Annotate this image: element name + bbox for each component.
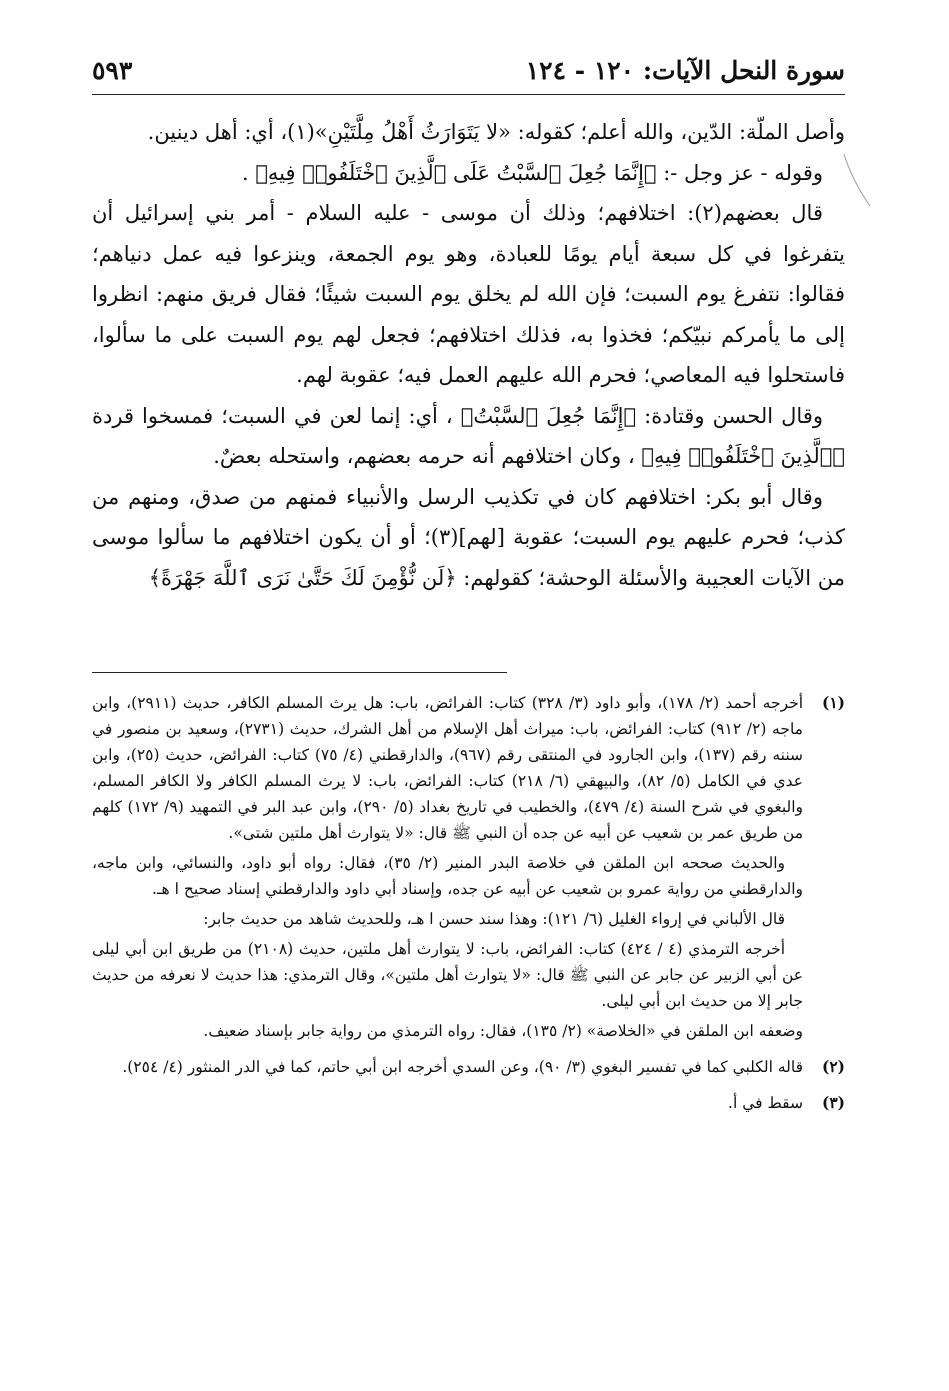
main-text [92,112,845,598]
footnote-paragraph: والحديث صححه ابن الملقن في خلاصة البدر المنير (٢/ ٣٥)، فقال: رواه أبو داود، والنسائي، وابن ماجه، والدارقطني من رواية عمرو بن شعيب عن أبيه عن جده، وإسناد أبي داود والدارقطني إسناد صحيح ا هـ. [92,854,803,898]
paragraph: وأصل الملّة: الدّين، والله أعلم؛ كقوله: «لا يَتَوَارَثُ أَهْلُ مِلَّتَيْنِ»(١)، أي: أهل دينين. [147,120,845,144]
footnote-body [92,1054,803,1084]
page-header [92,50,845,95]
footnote-paragraph: قاله الكلبي كما في تفسير البغوي (٣/ ٩٠)، وعن السدي أخرجه ابن أبي حاتم، كما في الدر المنثور (٤/ ٢٥٤). [122,1058,803,1076]
footnote-3 [92,1090,845,1120]
paragraph: وقال أبو بكر: اختلافهم كان في تكذيب الرسل والأنبياء فمنهم من صدق، ومنهم من كذب؛ فحرم عليهم يوم السبت؛ عقوبة [لهم](٣)؛ أو أن يكون اختلافهم ما سألوا موسى من الآيات العجيبة والأسئلة الوحشة؛ كقولهم: ﴿لَن نُّؤْمِنَ لَكَ حَتَّىٰ نَرَى ٱللَّهَ جَهْرَةً﴾ [92,484,845,590]
footnote-body [92,1090,803,1120]
paragraph: وقوله - عز وجل -: ﴿إِنَّمَا جُعِلَ ٱلسَّبْتُ عَلَى ٱلَّذِينَ ٱخْتَلَفُوا۟ فِيهِ﴾ . [241,160,823,185]
footnote-paragraph: أخرجه أحمد (٢/ ١٧٨)، وأبو داود (٣/ ٣٢٨) كتاب: الفرائض، باب: هل يرث المسلم الكافر، حديث (٢٩١١)، وابن ماجه (٢/ ٩١٢) كتاب: الفرائض، باب: ميراث أهل الإسلام من أهل الشرك، حديث (٢٧٣١)، وسعيد بن منصور في سننه رقم (١٣٧)، وابن الجارود في المنتقى رقم (٩٦٧)، والدارقطني (٤/ ٧٥) كتاب: الفرائض، حديث (٢٥)، وابن عدي في الكامل (٥/ ٨٢)، والبيهقي (٦/ ٢١٨) كتاب: الفرائض، باب: لا يرث المسلم الكافر ولا الكافر المسلم، والبغوي في شرح السنة (٤/ ٤٧٩)، والخطيب في تاريخ بغداد (٥/ ٢٩٠)، وابن عبد البر في التمهيد (٩/ ١٧٢) كلهم من طريق عمر بن شعيب عن أبيه عن جده أن النبي ﷺ قال: «لا يتوارث أهل ملتين شتى». [92,694,804,842]
footnote-2 [92,1054,845,1084]
footnote-body [92,690,803,1048]
footnotes [92,690,845,1126]
footnote-separator [92,672,507,673]
page-number: ٥٩٣ [92,56,133,85]
footnote-paragraph: سقط في أ. [728,1094,803,1112]
footnote-paragraph: قال الألباني في إرواء الغليل (٦/ ١٢١): وهذا سند حسن ا هـ، وللحديث شاهد من حديث جابر: [203,910,785,928]
footnote-number: (١) [821,693,845,712]
footnote-number: (٣) [821,1093,845,1112]
paragraph: قال بعضهم(٢): اختلافهم؛ وذلك أن موسى - عليه السلام - أمر بني إسرائيل أن يتفرغوا في كل سبعة أيام يومًا للعبادة، وهو يوم الجمعة، وينزعوا فيه عمل دنياهم؛ فقالوا: نتفرغ يوم السبت؛ فإن الله لم يخلق يوم السبت شيئًا؛ فقال فريق منهم: انظروا إلى ما يأمركم نبيّكم؛ فخذوا به، فذلك اختلافهم؛ فجعل لهم يوم السبت على ما سألوا، فاستحلوا فيه المعاصي؛ فحرم الله عليهم العمل فيه؛ عقوبة لهم. [92,201,845,387]
footnote-paragraph: وضعفه ابن الملقن في «الخلاصة» (٢/ ١٣٥)، فقال: رواه الترمذي من رواية جابر بإسناد ضعيف. [203,1022,803,1040]
margin-mark [842,150,872,210]
page-title: سورة النحل الآيات: ١٢٠ - ١٢٤ [525,56,845,85]
footnote-paragraph: أخرجه الترمذي (٤ / ٤٢٤) كتاب: الفرائض، باب: لا يتوارث أهل ملتين، حديث (٢١٠٨) من طريق ابن أبي ليلى عن أبي الزبير عن جابر عن النبي ﷺ قال: «لا يتوارث أهل ملتين»، وقال الترمذي: هذا حديث لا نعرفه من حديث جابر إلا من حديث ابن أبي ليلى. [92,940,803,1010]
footnote-1 [92,690,845,1048]
footnote-number: (٢) [821,1057,845,1076]
paragraph: وقال الحسن وقتادة: ﴿إِنَّمَا جُعِلَ ٱلسَّبْتُ﴾ ، أي: إنما لعن في السبت؛ فمسخوا قردة ﴿ٱلَّذِينَ ٱخْتَلَفُوا۟ فِيهِ﴾ ، وكان اختلافهم أنه حرمه بعضهم، واستحله بعضٌ. [92,403,845,468]
